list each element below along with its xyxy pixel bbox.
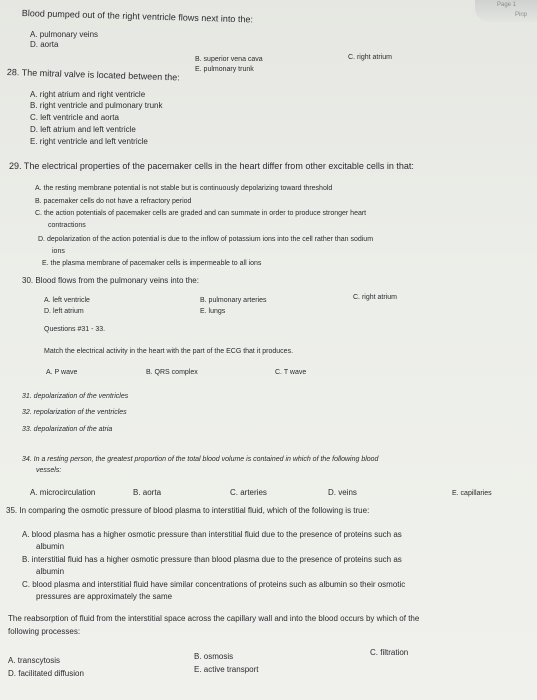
q36-option-b: B. osmosis xyxy=(194,652,234,661)
q27-option-b: B. superior vena cava xyxy=(195,56,263,63)
q35-option-c: C. blood plasma and interstitial fluid have similar concentrations of proteins such as albumin so their osmotic xyxy=(22,580,406,589)
q30-option-d: D. left atrium xyxy=(44,308,84,315)
q30-option-e: E. lungs xyxy=(200,308,226,315)
q33-item: 33. depolarization of the atria xyxy=(22,426,113,433)
q30-stem: 30. Blood flows from the pulmonary veins into the: xyxy=(22,276,199,285)
q35-option-a-cont: albumin xyxy=(36,542,65,551)
q31-item: 31. depolarization of the ventricles xyxy=(22,393,129,400)
q29-stem: 29. The electrical properties of the pacemaker cells in the heart differ from other excitable cells in that: xyxy=(9,161,414,171)
q34-stem-cont: vessels: xyxy=(36,467,62,474)
page-corner-tab xyxy=(475,0,537,22)
q30-option-a: A. left ventricle xyxy=(44,297,90,304)
q36-option-e: E. active transport xyxy=(194,665,259,674)
q34-option-c: C. arteries xyxy=(230,488,267,497)
q28-option-b: B. right ventricle and pulmonary trunk xyxy=(30,101,163,110)
q27-option-d: D. aorta xyxy=(30,40,59,49)
q28-option-a: A. right atrium and right ventricle xyxy=(30,90,146,99)
q28-option-e: E. right ventricle and left ventricle xyxy=(30,137,148,146)
q34-option-a: A. microcirculation xyxy=(30,488,96,497)
q29-option-e: E. the plasma membrane of pacemaker cells is impermeable to all ions xyxy=(42,260,262,267)
q27-option-e: E. pulmonary trunk xyxy=(195,66,254,73)
page-label-2: Pinp xyxy=(515,12,528,18)
q34-option-b: B. aorta xyxy=(133,488,162,497)
q35-option-b-cont: albumin xyxy=(36,567,65,576)
q30-option-b: B. pulmonary arteries xyxy=(200,297,267,304)
q36-option-c: C. filtration xyxy=(370,648,409,657)
page-label: Page 1 xyxy=(497,2,517,8)
q29-option-d-cont: ions xyxy=(52,248,65,255)
q36-stem-cont: following processes: xyxy=(8,627,81,636)
q35-option-a: A. blood plasma has a higher osmotic pressure than interstitial fluid due to the presence of proteins such as xyxy=(22,530,402,539)
q27-stem: Blood pumped out of the right ventricle flows next into the: xyxy=(21,8,254,25)
match-option-b: B. QRS complex xyxy=(146,369,198,376)
q36-option-d: D. facilitated diffusion xyxy=(8,669,84,678)
q27-option-c: C. right atrium xyxy=(348,54,392,61)
q34-stem: 34. In a resting person, the greatest proportion of the total blood volume is contained in which of the following blood xyxy=(22,456,379,463)
q30-option-c: C. right atrium xyxy=(353,294,397,301)
q28-option-d: D. left atrium and left ventricle xyxy=(30,125,136,134)
q27-option-a: A. pulmonary veins xyxy=(30,30,99,39)
q29-option-a: A. the resting membrane potential is not stable but is continuously depolarizing toward threshold xyxy=(35,185,333,192)
match-range: Questions #31 - 33. xyxy=(44,326,106,333)
q28-stem: 28. The mitral valve is located between the: xyxy=(6,67,180,83)
q29-option-c: C. the action potentials of pacemaker cells are graded and can summate in order to produce stronger heart xyxy=(35,210,367,217)
q34-option-e: E. capillaries xyxy=(452,490,492,497)
q29-option-d: D. depolarization of the action potential is due to the inflow of potassium ions into the cell rather than sodium xyxy=(38,236,374,243)
match-option-a: A. P wave xyxy=(46,369,78,376)
q29-option-b: B. pacemaker cells do not have a refractory period xyxy=(35,198,192,205)
q35-option-b: B. interstitial fluid has a higher osmotic pressure than blood plasma due to the presence of proteins such as xyxy=(22,555,402,564)
q34-option-d: D. veins xyxy=(328,488,357,497)
q35-stem: 35. In comparing the osmotic pressure of blood plasma to interstitial fluid, which of the following is true: xyxy=(6,506,370,515)
q36-option-a: A. transcytosis xyxy=(8,656,61,665)
match-option-c: C. T wave xyxy=(275,369,307,376)
q36-stem: The reabsorption of fluid from the interstitial space across the capillary wall and into the blood occurs by which of the xyxy=(8,614,420,623)
q29-option-c-cont: contractions xyxy=(48,222,86,229)
match-instructions: Match the electrical activity in the heart with the part of the ECG that it produces. xyxy=(44,348,294,355)
q28-option-c: C. left ventricle and aorta xyxy=(30,113,119,122)
q35-option-c-cont: pressures are approximately the same xyxy=(36,592,173,601)
q32-item: 32. repolarization of the ventricles xyxy=(22,409,127,416)
